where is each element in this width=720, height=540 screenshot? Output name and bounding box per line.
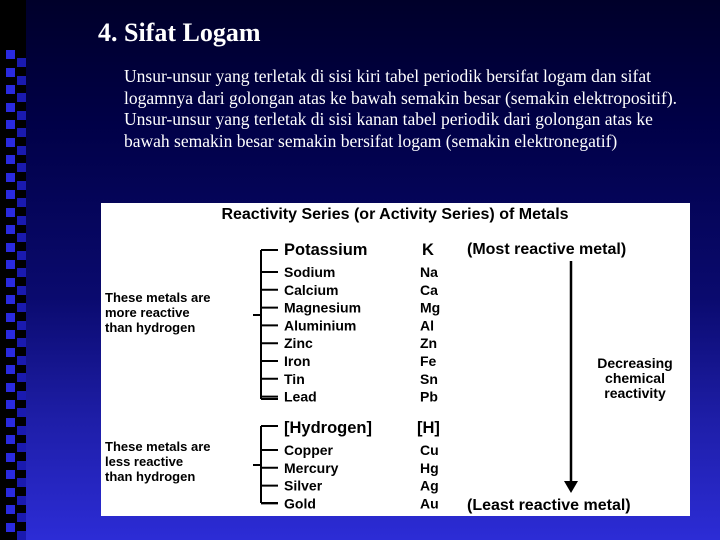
decreasing-reactivity-arrow-icon <box>564 261 578 493</box>
decorative-square <box>17 286 26 295</box>
decorative-square <box>6 190 15 199</box>
decorative-square <box>17 338 26 347</box>
upper-element-symbol: Al <box>420 317 434 334</box>
reactivity-series-figure <box>101 203 690 516</box>
decorative-square <box>6 365 15 374</box>
decorative-square <box>6 68 15 77</box>
lower-element-symbol: Au <box>420 495 439 512</box>
decorative-square <box>6 313 15 322</box>
decorative-square <box>6 453 15 462</box>
decorative-square <box>17 93 26 102</box>
upper-element-symbol: Zn <box>420 335 438 352</box>
decorative-square <box>17 303 26 312</box>
decorative-square <box>17 356 26 365</box>
decorative-square <box>17 478 26 487</box>
decorative-square <box>17 216 26 225</box>
decorative-square <box>17 461 26 470</box>
decorative-square <box>6 103 15 112</box>
upper-element-name: Sodium <box>284 264 336 280</box>
decorative-strip-inner <box>17 0 26 540</box>
arrow-label-line-3: reactivity <box>604 385 666 401</box>
more-reactive-line-3: than hydrogen <box>105 320 196 335</box>
element-symbol-hydrogen: [H] <box>417 419 440 437</box>
decorative-square <box>17 76 26 85</box>
lower-element-symbol: Ag <box>420 477 439 494</box>
decorative-square <box>6 155 15 164</box>
more-reactive-line-2: more reactive <box>105 305 190 320</box>
decorative-square <box>6 85 15 94</box>
decorative-square <box>6 278 15 287</box>
upper-element-name: Tin <box>284 370 305 387</box>
decorative-square <box>17 181 26 190</box>
decorative-square <box>6 505 15 514</box>
decorative-square <box>6 523 15 532</box>
decorative-square <box>6 225 15 234</box>
decorative-square <box>17 268 26 277</box>
decorative-square <box>6 488 15 497</box>
decorative-square <box>17 111 26 120</box>
decorative-square <box>6 173 15 182</box>
row-ticks <box>261 272 278 503</box>
decorative-square <box>17 146 26 155</box>
upper-group-symbols <box>420 264 440 405</box>
upper-element-name: Zinc <box>284 335 313 352</box>
figure-heading: Reactivity Series (or Activity Series) of Metals <box>221 206 569 223</box>
less-reactive-line-2: less reactive <box>105 454 184 469</box>
upper-group-names <box>284 264 361 405</box>
decorative-square <box>17 426 26 435</box>
decorative-square <box>6 260 15 269</box>
decorative-square <box>6 418 15 427</box>
lower-element-name: Mercury <box>284 459 339 476</box>
upper-element-symbol: Pb <box>420 388 438 405</box>
element-name-hydrogen: [Hydrogen] <box>284 419 372 437</box>
decorative-square <box>6 120 15 129</box>
slide-paragraph: Unsur-unsur yang terletak di sisi kiri tabel periodik bersifat logam dan sifat logamnya dari golongan atas ke bawah semakin besar (semakin elektropositif). Unsur-unsur yang terletak di sisi kanan tabel periodik dari golongan atas ke bawah semakin besar semakin bersifat logam (semakin elektronegatif) <box>124 66 678 151</box>
more-reactive-label <box>105 290 211 335</box>
decorative-square <box>17 163 26 172</box>
most-reactive-label: (Most reactive metal) <box>467 241 627 258</box>
decreasing-reactivity-label <box>597 355 672 401</box>
less-reactive-line-1: These metals are <box>105 439 211 454</box>
upper-element-symbol: Ca <box>420 281 438 298</box>
lower-element-name: Silver <box>284 477 323 494</box>
upper-element-name: Lead <box>284 388 317 405</box>
reactivity-series-diagram <box>101 203 690 516</box>
upper-element-name: Calcium <box>284 281 339 298</box>
arrow-label-line-1: Decreasing <box>597 355 673 371</box>
lower-element-name: Copper <box>284 442 333 458</box>
upper-element-symbol: Fe <box>420 353 437 369</box>
decorative-square <box>17 198 26 207</box>
decorative-square <box>17 496 26 505</box>
decorative-square <box>6 400 15 409</box>
upper-element-name: Iron <box>284 353 311 369</box>
more-reactive-line-1: These metals are <box>105 290 211 305</box>
lower-group-symbols <box>420 442 439 511</box>
decorative-square <box>17 443 26 452</box>
decorative-square <box>17 373 26 382</box>
lower-element-name: Gold <box>284 495 316 512</box>
upper-element-symbol: Mg <box>420 299 441 316</box>
decorative-square <box>6 208 15 217</box>
decorative-square <box>17 251 26 260</box>
decorative-square <box>17 58 26 67</box>
decorative-square <box>17 233 26 242</box>
lower-element-symbol: Cu <box>420 442 439 458</box>
decorative-square <box>6 470 15 479</box>
decorative-square <box>6 50 15 59</box>
least-reactive-label: (Least reactive metal) <box>467 497 631 514</box>
decorative-square <box>6 295 15 304</box>
less-reactive-line-3: than hydrogen <box>105 469 196 484</box>
decorative-square <box>17 531 26 540</box>
arrow-label-line-2: chemical <box>605 370 665 386</box>
upper-element-name: Magnesium <box>284 299 362 316</box>
element-name-potassium: Potassium <box>284 241 368 259</box>
lower-bracket <box>253 426 278 503</box>
decorative-square <box>6 243 15 252</box>
slide-title: 4. Sifat Logam <box>98 18 261 47</box>
decorative-square <box>17 391 26 400</box>
decorative-square <box>6 138 15 147</box>
upper-element-symbol: Na <box>420 264 438 280</box>
decorative-square <box>17 321 26 330</box>
lower-element-symbol: Hg <box>420 459 439 476</box>
decorative-square <box>6 435 15 444</box>
upper-element-symbol: Sn <box>420 370 438 387</box>
decorative-square <box>6 330 15 339</box>
less-reactive-label <box>105 439 211 484</box>
lower-group-names <box>284 442 339 511</box>
decorative-square <box>17 128 26 137</box>
element-symbol-potassium: K <box>422 241 434 259</box>
upper-element-name: Aluminium <box>284 317 357 334</box>
decorative-square <box>6 383 15 392</box>
decorative-square <box>17 513 26 522</box>
decorative-square <box>17 408 26 417</box>
decorative-square <box>6 348 15 357</box>
